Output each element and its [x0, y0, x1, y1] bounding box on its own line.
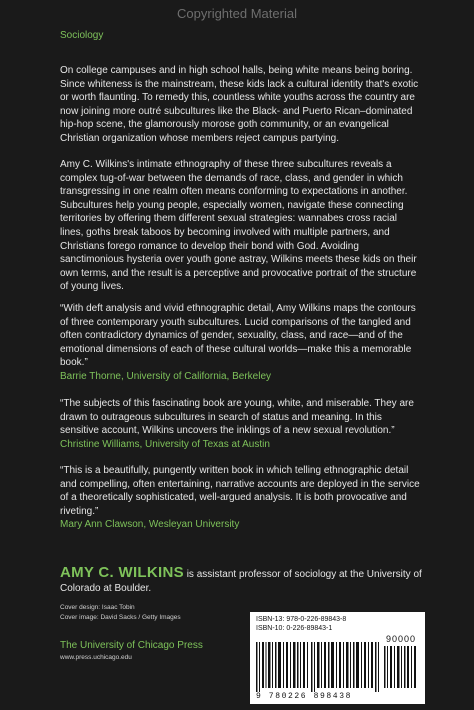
- review-quote-2: [60, 397, 422, 451]
- blurb-paragraph-1: On college campuses and in high school halls, being white means being boring. Since whiteness is the mainstream, these kids lack a cultural identity that's exotic or worth flaunting. To remedy this, countless white youths across the country are now joining more outré subcultures like the Black- and Puerto Rican–dominated hip-hop scene, the glamorously morose goth community, or an evangelical Christian organization whose members reject campus partying.: [60, 65, 419, 144]
- copyright-watermark: Copyrighted Material: [177, 6, 297, 21]
- quote-text: “The subjects of this fascinating book are young, white, and miserable. They are drawn to outrageous subcultures in search of status and meaning. In this sensitive account, Wilkins uncovers the inklings of a new sexual revolution.”: [60, 398, 414, 437]
- quote-text: “This is a beautifully, pungently written book in which telling ethnographic detail and compelling, often entertaining, narrative accounts are deployed in the service of a theoretically sophisticated, well-argued analysis. It is both provocative and riveting.”: [60, 465, 420, 517]
- price-barcode-icon: [384, 646, 418, 688]
- quote-text: “With deft analysis and vivid ethnographic detail, Amy Wilkins maps the contours of three contemporary youth subcultures. Lucid comparisons of the tangled and often contradictory dynamics of gender, sexuality, class, and race—and of the emotional dimensions of each of these cultural worlds—make this a memorable book.”: [60, 303, 416, 369]
- cover-image-credit: Cover image: David Sacks / Getty Images: [60, 614, 181, 621]
- quote-attribution: Mary Ann Clawson, Wesleyan University: [60, 519, 240, 531]
- author-bio-text: is assistant professor of sociology at the University of Colorado at Boulder.: [60, 569, 422, 594]
- blurb-paragraph-2: Amy C. Wilkins's intimate ethnography of these three subcultures reveals a complex tug-of-war between the demands of race, class, and gender in which transgressing in one realm often means conforming to expectations in another. Subcultures help young people, especially women, navigate these connecting territories by offering them different sexual strategies: wannabes cross racial lines, goths break taboos by becoming involved with multiple partners, and Christians forego romance to develop their bond with God. Avoiding sanctimonious hysteria over youth gone astray, Wilkins meets these kids on their own terms, and the result is a perceptive and provocative portrait of the structure of young lives.: [60, 159, 417, 293]
- barcode-icon: [256, 642, 380, 692]
- category-label: Sociology: [60, 30, 104, 41]
- review-quote-1: [60, 302, 422, 384]
- author-bio: [60, 566, 440, 596]
- cover-design-credit: Cover design: Isaac Tobin: [60, 604, 135, 611]
- price-code: 90000: [386, 634, 417, 644]
- quote-attribution: Barrie Thorne, University of California, Berkeley: [60, 370, 272, 382]
- author-name: AMY C. WILKINS: [60, 564, 184, 581]
- publisher-name: The University of Chicago Press: [60, 640, 203, 651]
- review-quote-3: [60, 464, 422, 532]
- publisher-url: www.press.uchicago.edu: [60, 654, 132, 661]
- barcode-digits: 9 780226 898438: [256, 692, 353, 701]
- isbn-13: ISBN-13: 978-0-226-89843-8: [256, 616, 347, 623]
- isbn-barcode-box: [250, 612, 425, 704]
- quote-attribution: Christine Williams, University of Texas at Austin: [60, 438, 270, 450]
- isbn-10: ISBN-10: 0-226-89843-1: [256, 625, 333, 632]
